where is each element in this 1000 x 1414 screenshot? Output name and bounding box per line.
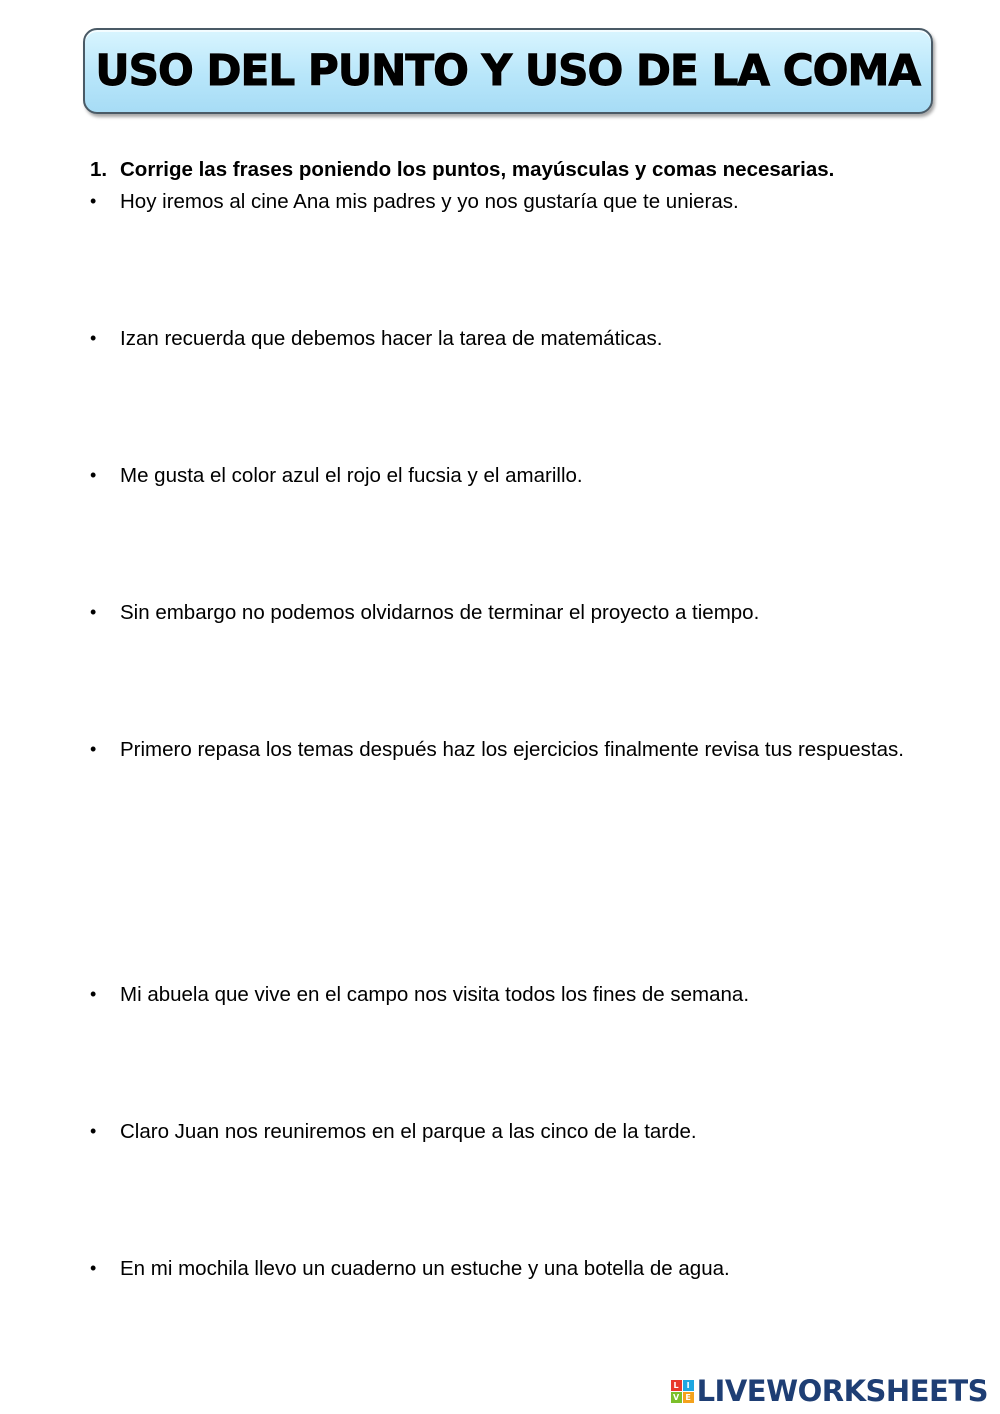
liveworksheets-logo bbox=[671, 1374, 988, 1408]
logo-square: I bbox=[683, 1380, 694, 1391]
logo-square: L bbox=[671, 1380, 682, 1391]
sentence-text: Sin embargo no podemos olvidarnos de terminar el proyecto a tiempo. bbox=[120, 601, 760, 624]
logo-mark-icon bbox=[671, 1380, 694, 1403]
logo-square: E bbox=[683, 1392, 694, 1403]
list-item bbox=[90, 325, 976, 352]
sentence-text: Hoy iremos al cine Ana mis padres y yo nos gustaría que te unieras. bbox=[120, 190, 739, 213]
list-item bbox=[90, 981, 976, 1008]
sentence-text: Mi abuela que vive en el campo nos visita todos los fines de semana. bbox=[120, 983, 750, 1006]
exercise-instruction bbox=[90, 158, 834, 182]
list-item bbox=[90, 1255, 976, 1282]
bullet-icon: • bbox=[90, 1258, 97, 1278]
bullet-icon: • bbox=[90, 602, 97, 622]
sentence-text: Primero repasa los temas después haz los ejercicios finalmente revisa tus respuestas. bbox=[120, 738, 904, 761]
logo-square: V bbox=[671, 1392, 682, 1403]
page-title: USO DEL PUNTO Y USO DE LA COMA bbox=[95, 46, 921, 96]
bullet-icon: • bbox=[90, 1121, 97, 1141]
instruction-text: Corrige las frases poniendo los puntos, mayúsculas y comas necesarias. bbox=[120, 158, 835, 181]
exercise-number: 1. bbox=[90, 158, 108, 181]
bullet-icon: • bbox=[90, 328, 97, 348]
bullet-icon: • bbox=[90, 191, 97, 211]
list-item bbox=[90, 736, 976, 763]
sentence-text: Izan recuerda que debemos hacer la tarea de matemáticas. bbox=[120, 327, 663, 350]
bullet-icon: • bbox=[90, 739, 97, 759]
title-banner bbox=[83, 28, 933, 114]
sentence-text: En mi mochila llevo un cuaderno un estuche y una botella de agua. bbox=[120, 1257, 730, 1280]
bullet-icon: • bbox=[90, 984, 97, 1004]
bullet-icon: • bbox=[90, 465, 97, 485]
sentence-text: Claro Juan nos reuniremos en el parque a las cinco de la tarde. bbox=[120, 1120, 697, 1143]
logo-text: LIVEWORKSHEETS bbox=[696, 1374, 988, 1408]
list-item bbox=[90, 599, 976, 626]
list-item bbox=[90, 462, 976, 489]
sentence-text: Me gusta el color azul el rojo el fucsia y el amarillo. bbox=[120, 464, 583, 487]
list-item bbox=[90, 188, 976, 215]
list-item bbox=[90, 1118, 976, 1145]
